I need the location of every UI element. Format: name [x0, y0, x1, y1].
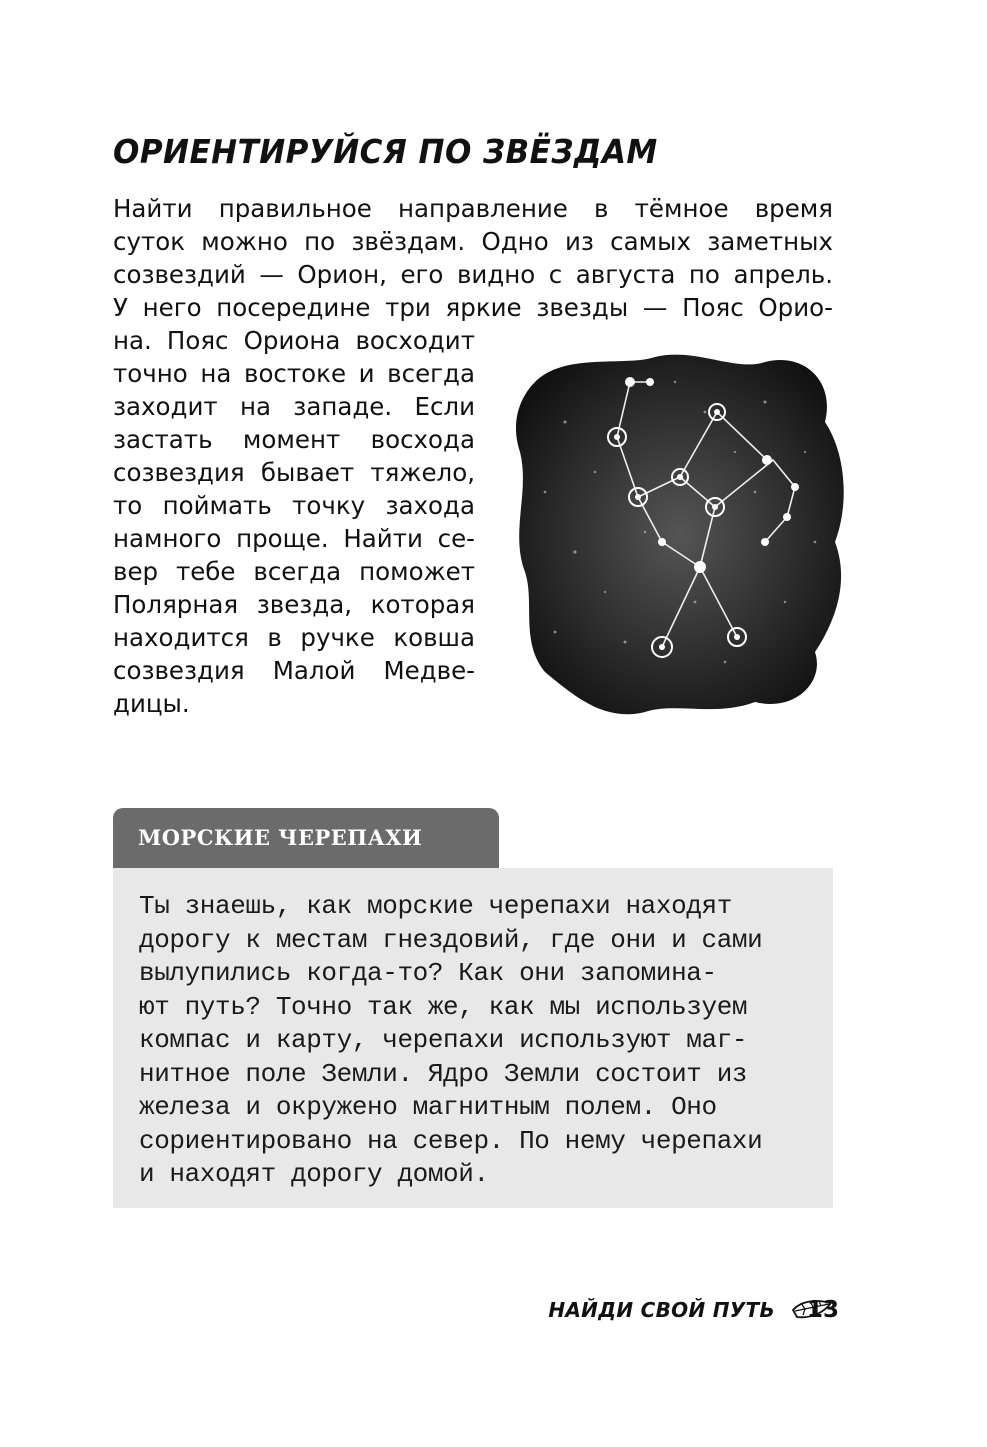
side-line: намного проще. Найти се-	[113, 524, 475, 553]
info-line: и находят дорогу домой.	[139, 1159, 489, 1189]
side-line: точно на востоке и всегда	[113, 359, 475, 388]
info-line: сориентировано на север. По нему черепахи	[139, 1125, 763, 1156]
info-line: нитное поле Земли. Ядро Земли состоит из	[139, 1058, 748, 1089]
book-title: НАЙДИ СВОЙ ПУТЬ	[548, 1298, 775, 1322]
info-line: ют путь? Точно так же, как мы используем	[139, 991, 748, 1022]
orion-constellation-icon	[505, 342, 855, 727]
intro-line: У него посередине три яркие звезды — Пояс Орио-	[113, 293, 833, 322]
page-title: ОРИЕНТИРУЙСЯ ПО ЗВЁЗДАМ	[113, 132, 658, 171]
side-line: на. Пояс Ориона восходит	[113, 326, 475, 355]
info-line: компас и карту, черепахи используют маг-	[139, 1025, 748, 1055]
side-line: вер тебе всегда поможет	[113, 557, 475, 586]
side-line: находится в ручке ковша	[113, 623, 475, 652]
intro-line: созвездий — Орион, его видно с августа по апрель.	[113, 260, 833, 289]
side-paragraph	[113, 324, 475, 720]
info-line: железа и окружено магнитным полем. Оно	[139, 1092, 717, 1122]
side-line: застать момент восхода	[113, 425, 475, 454]
info-line: дорогу к местам гнездовий, где они и сами	[139, 924, 763, 955]
side-line: дицы.	[113, 689, 190, 718]
side-line: то поймать точку захода	[113, 491, 475, 520]
info-line: вылупились когда-то? Как они запомина-	[139, 958, 717, 988]
intro-line: Найти правильное направление в тёмное время	[113, 194, 833, 223]
side-line: Полярная звезда, которая	[113, 590, 475, 619]
intro-paragraph	[113, 192, 833, 324]
side-line: созвездия бывает тяжело,	[113, 458, 475, 487]
page-footer	[548, 1290, 835, 1330]
info-box-title: МОРСКИЕ ЧЕРЕПАХИ	[138, 825, 423, 850]
night-sky-blob	[516, 355, 844, 715]
page-number: 13	[807, 1297, 840, 1323]
info-box-body	[113, 868, 833, 1208]
side-line: заходит на западе. Если	[113, 392, 475, 421]
intro-line: суток можно по звёздам. Одно из самых заметных	[113, 227, 833, 256]
info-line: Ты знаешь, как морские черепахи находят	[139, 891, 732, 921]
info-box-header	[113, 808, 499, 868]
info-box-text	[139, 890, 819, 1192]
side-line: созвездия Малой Медве-	[113, 656, 475, 685]
